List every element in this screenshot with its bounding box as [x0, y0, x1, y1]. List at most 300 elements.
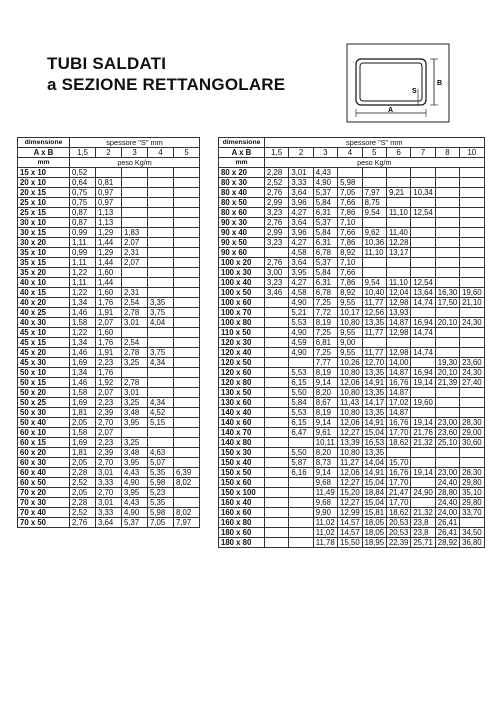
tube-outer-outline	[356, 59, 426, 105]
weight-cell	[122, 278, 148, 288]
weight-cell: 12,06	[338, 378, 362, 388]
weight-cell	[460, 178, 484, 188]
weight-cell	[411, 498, 435, 508]
table-row	[219, 538, 485, 548]
weight-cell	[411, 338, 435, 348]
weight-cell: 4,90	[122, 508, 148, 518]
weight-cell: 1,22	[70, 288, 96, 298]
thickness-value: 1,5	[265, 148, 289, 158]
weight-cell: 11,43	[338, 398, 362, 408]
weight-cell	[265, 478, 289, 488]
weight-cell: 1,22	[70, 328, 96, 338]
weight-cell	[265, 408, 289, 418]
weight-cell	[148, 368, 174, 378]
weight-cell: 19,14	[411, 378, 435, 388]
table-row	[18, 508, 200, 518]
dimension-cell: 45 x 15	[18, 338, 70, 348]
weight-cell: 16,76	[386, 468, 410, 478]
weight-cell: 36,80	[460, 538, 484, 548]
weight-cell: 23,00	[435, 418, 459, 428]
weight-cell	[265, 308, 289, 318]
rectangular-tube-diagram	[346, 43, 450, 123]
weight-cell	[435, 348, 459, 358]
weight-cell: 2,39	[96, 408, 122, 418]
weight-cell: 6,78	[313, 248, 337, 258]
weight-cell: 1,34	[70, 298, 96, 308]
table-row	[18, 248, 200, 258]
dimension-cell: 70 x 30	[18, 498, 70, 508]
weight-cell: 2,52	[265, 178, 289, 188]
weight-cell	[174, 278, 200, 288]
weight-cell	[265, 448, 289, 458]
weight-cell	[411, 408, 435, 418]
weight-cell: 17,70	[386, 428, 410, 438]
dimension-cell: 70 x 50	[18, 518, 70, 528]
weight-cell: 6,31	[313, 238, 337, 248]
thickness-value: 6	[386, 148, 410, 158]
weight-cell: 10,80	[338, 408, 362, 418]
weight-cell: 13,35	[362, 408, 386, 418]
weight-cell: 1,69	[70, 438, 96, 448]
dimension-cell: 150 x 30	[219, 448, 265, 458]
weight-cell: 11,40	[386, 228, 410, 238]
weight-cell: 10,17	[338, 308, 362, 318]
table-row	[219, 528, 485, 538]
table-row	[219, 418, 485, 428]
dimension-cell: 100 x 80	[219, 318, 265, 328]
thickness-value: 10	[460, 148, 484, 158]
table-row	[219, 318, 485, 328]
table-row	[219, 258, 485, 268]
weight-cell: 9,54	[362, 208, 386, 218]
weight-cell	[174, 208, 200, 218]
weight-cell	[435, 448, 459, 458]
table-row	[18, 228, 200, 238]
weight-cell	[265, 488, 289, 498]
weight-cell	[148, 178, 174, 188]
weight-cell	[148, 388, 174, 398]
table-row	[219, 288, 485, 298]
weight-cell	[460, 268, 484, 278]
weight-cell	[148, 378, 174, 388]
weight-cell	[435, 278, 459, 288]
dimension-cell: 70 x 20	[18, 488, 70, 498]
table-row	[18, 198, 200, 208]
weight-cell: 18,62	[386, 438, 410, 448]
weight-cell	[460, 258, 484, 268]
weight-cell: 7,97	[362, 188, 386, 198]
table-row	[18, 438, 200, 448]
weight-cell: 4,90	[289, 298, 313, 308]
table-row	[18, 268, 200, 278]
header-row	[219, 138, 485, 148]
weight-cell	[411, 218, 435, 228]
weight-cell: 10,36	[362, 238, 386, 248]
weight-cell: 18,95	[362, 538, 386, 548]
dimension-cell: 150 x 50	[219, 468, 265, 478]
weight-cell: 14,74	[411, 298, 435, 308]
weight-cell	[265, 458, 289, 468]
weight-cell: 5,50	[289, 388, 313, 398]
weight-cell: 2,70	[96, 458, 122, 468]
table-row	[219, 398, 485, 408]
weight-cell	[386, 178, 410, 188]
weight-cell: 22,39	[386, 538, 410, 548]
weight-cell: 3,64	[289, 188, 313, 198]
weight-cell: 7,25	[313, 348, 337, 358]
weight-cell: 1,58	[70, 428, 96, 438]
weight-cell	[435, 328, 459, 338]
dimension-cell: 80 x 40	[219, 188, 265, 198]
weight-cell: 9,61	[313, 428, 337, 438]
dimension-cell: 50 x 15	[18, 378, 70, 388]
weight-cell: 4,58	[289, 288, 313, 298]
weight-cell	[435, 308, 459, 318]
weight-cell: 11,77	[362, 328, 386, 338]
dimension-cell: 140 x 60	[219, 418, 265, 428]
weight-cell	[174, 228, 200, 238]
weight-cell: 7,66	[338, 268, 362, 278]
label-b: B	[437, 80, 443, 87]
weight-cell: 25,71	[411, 538, 435, 548]
tube-inner-outline	[360, 63, 422, 101]
weight-cell	[411, 178, 435, 188]
weight-cell	[265, 248, 289, 258]
weight-cell: 9,68	[313, 498, 337, 508]
weight-cell	[289, 508, 313, 518]
weight-cell	[122, 368, 148, 378]
header-row	[18, 138, 200, 148]
dimension-cell: 60 x 50	[18, 478, 70, 488]
weight-cell: 8,19	[313, 408, 337, 418]
weight-cell	[362, 258, 386, 268]
weight-cell: 23,60	[435, 428, 459, 438]
weight-cell: 12,98	[386, 348, 410, 358]
weight-cell: 20,10	[435, 318, 459, 328]
table-row	[219, 248, 485, 258]
thickness-value: 4	[148, 148, 174, 158]
dimension-cell: 40 x 15	[18, 288, 70, 298]
weight-cell: 21,76	[411, 428, 435, 438]
weight-cell	[362, 178, 386, 188]
table-row	[18, 398, 200, 408]
weight-cell: 5,37	[313, 258, 337, 268]
weight-cell: 5,53	[289, 318, 313, 328]
weight-cell: 24,40	[435, 478, 459, 488]
weight-cell: 12,06	[338, 468, 362, 478]
weight-cell: 19,14	[411, 418, 435, 428]
weight-cell: 1,44	[96, 258, 122, 268]
weight-cell: 14,91	[362, 418, 386, 428]
weight-cell	[122, 218, 148, 228]
table-row	[219, 238, 485, 248]
weight-cell: 5,98	[148, 478, 174, 488]
weight-cell	[435, 188, 459, 198]
weight-cell: 12,56	[362, 308, 386, 318]
weight-cell: 8,20	[313, 388, 337, 398]
weight-cell	[174, 218, 200, 228]
weight-cell: 12,06	[338, 418, 362, 428]
weight-cell	[174, 238, 200, 248]
page-title	[47, 53, 285, 95]
weight-cell: 15,04	[362, 478, 386, 488]
dimension-cell: 40 x 20	[18, 298, 70, 308]
weight-cell: 24,40	[435, 498, 459, 508]
weight-cell: 5,50	[289, 448, 313, 458]
weight-cell: 5,98	[148, 508, 174, 518]
weight-cell: 2,07	[96, 318, 122, 328]
weight-cell: 1,69	[70, 398, 96, 408]
dimension-cell: 140 x 70	[219, 428, 265, 438]
weight-cell: 11,77	[362, 348, 386, 358]
weight-cell: 1,46	[70, 348, 96, 358]
weight-cell: 8,19	[313, 318, 337, 328]
table-row	[18, 368, 200, 378]
weight-cell: 3,25	[122, 438, 148, 448]
weight-cell: 2,31	[122, 248, 148, 258]
weight-cell: 2,07	[122, 238, 148, 248]
weight-cell: 24,00	[435, 508, 459, 518]
dimension-cell: 130 x 50	[219, 388, 265, 398]
weight-cell: 0,97	[96, 198, 122, 208]
dimension-cell: 80 x 60	[219, 208, 265, 218]
table-row	[219, 358, 485, 368]
weight-cell: 12,54	[411, 208, 435, 218]
dimension-cell: 30 x 20	[18, 238, 70, 248]
table-row	[219, 328, 485, 338]
weight-cell: 13,17	[386, 248, 410, 258]
weight-cell	[289, 358, 313, 368]
weight-cell: 12,04	[386, 288, 410, 298]
weight-cell: 18,62	[386, 508, 410, 518]
weight-cell: 18,05	[362, 528, 386, 538]
weight-cell	[460, 518, 484, 528]
weight-cell: 17,02	[386, 398, 410, 408]
label-a: A	[388, 107, 394, 114]
weight-cell: 0,52	[70, 168, 96, 178]
weight-cell: 6,15	[289, 378, 313, 388]
weight-cell: 1,60	[96, 328, 122, 338]
weight-cell: 1,76	[96, 338, 122, 348]
weight-cell: 23,60	[460, 358, 484, 368]
dimension-cell: 35 x 20	[18, 268, 70, 278]
weight-cell: 6,31	[313, 208, 337, 218]
weight-table-right	[218, 137, 485, 548]
weight-cell: 19,60	[460, 288, 484, 298]
weight-cell: 4,63	[148, 448, 174, 458]
table-row	[18, 448, 200, 458]
dimension-cell: 140 x 80	[219, 438, 265, 448]
table-row	[219, 178, 485, 188]
weight-cell: 1,46	[70, 308, 96, 318]
thickness-value: 5	[362, 148, 386, 158]
weight-cell: 7,86	[338, 278, 362, 288]
table-row	[18, 328, 200, 338]
header-row	[219, 148, 485, 158]
dimension-cell: 90 x 60	[219, 248, 265, 258]
weight-cell: 3,01	[289, 168, 313, 178]
weight-cell	[386, 268, 410, 278]
weight-cell	[460, 328, 484, 338]
weight-cell: 14,00	[386, 358, 410, 368]
weight-cell: 8,92	[338, 248, 362, 258]
weight-cell	[289, 498, 313, 508]
weight-cell	[386, 448, 410, 458]
weight-cell	[122, 168, 148, 178]
weight-cell	[174, 168, 200, 178]
weight-cell: 8,20	[313, 448, 337, 458]
weight-cell: 19,14	[411, 468, 435, 478]
weight-cell	[174, 288, 200, 298]
weight-cell	[435, 178, 459, 188]
weight-cell: 15,81	[362, 508, 386, 518]
dimension-cell: 20 x 15	[18, 188, 70, 198]
table-row	[219, 408, 485, 418]
table-row	[18, 388, 200, 398]
dimension-header: dimensione	[219, 138, 265, 148]
weight-table-left	[17, 137, 200, 528]
weight-cell: 5,23	[148, 488, 174, 498]
weight-cell: 5,35	[148, 498, 174, 508]
weight-cell	[411, 478, 435, 488]
weight-cell: 0,99	[70, 228, 96, 238]
weight-cell: 3,23	[265, 208, 289, 218]
weight-cell	[174, 448, 200, 458]
weight-cell	[265, 358, 289, 368]
weight-cell: 2,78	[122, 308, 148, 318]
weight-cell	[362, 168, 386, 178]
table-row	[219, 208, 485, 218]
thickness-header: spessore "S" mm	[70, 138, 200, 148]
weight-cell: 0,87	[70, 218, 96, 228]
weight-cell	[148, 218, 174, 228]
weight-cell	[289, 438, 313, 448]
weight-cell: 23,8	[411, 528, 435, 538]
weight-cell: 1,29	[96, 248, 122, 258]
dimension-cell: 90 x 40	[219, 228, 265, 238]
weight-cell: 1,91	[96, 308, 122, 318]
weight-cell: 6,81	[313, 338, 337, 348]
weight-cell: 7,86	[338, 208, 362, 218]
weight-cell: 2,99	[265, 228, 289, 238]
weight-cell	[122, 188, 148, 198]
weight-cell: 1,11	[70, 238, 96, 248]
weight-cell: 23,8	[411, 518, 435, 528]
weight-cell: 5,98	[338, 178, 362, 188]
weight-cell: 15,20	[338, 488, 362, 498]
weight-cell: 0,64	[70, 178, 96, 188]
weight-unit-header: peso Kg/m	[70, 158, 200, 168]
weight-cell: 13,64	[411, 288, 435, 298]
weight-cell: 24,30	[460, 318, 484, 328]
weight-cell: 16,94	[411, 318, 435, 328]
weight-cell: 5,84	[313, 268, 337, 278]
weight-cell: 10,40	[362, 288, 386, 298]
weight-cell	[265, 318, 289, 328]
weight-cell: 3,96	[289, 228, 313, 238]
thickness-value: 3	[122, 148, 148, 158]
weight-cell	[460, 198, 484, 208]
weight-cell	[265, 348, 289, 358]
dimension-cell: 45 x 30	[18, 358, 70, 368]
weight-cell: 14,74	[411, 328, 435, 338]
table-row	[18, 498, 200, 508]
weight-cell	[362, 268, 386, 278]
weight-cell	[265, 498, 289, 508]
weight-cell: 2,07	[96, 388, 122, 398]
weight-cell: 3,33	[289, 178, 313, 188]
table-row	[219, 278, 485, 288]
table-row	[219, 498, 485, 508]
weight-cell: 16,76	[386, 378, 410, 388]
weight-cell: 20,53	[386, 518, 410, 528]
weight-cell	[174, 388, 200, 398]
dimension-cell: 100 x 40	[219, 278, 265, 288]
weight-cell	[435, 458, 459, 468]
weight-cell: 13,39	[338, 438, 362, 448]
weight-cell: 2,52	[70, 508, 96, 518]
weight-cell: 13,35	[362, 368, 386, 378]
dimension-cell: 60 x 15	[18, 438, 70, 448]
weight-cell	[460, 448, 484, 458]
weight-cell: 16,30	[435, 288, 459, 298]
weight-cell	[96, 168, 122, 178]
weight-cell: 0,75	[70, 198, 96, 208]
dimension-cell: 120 x 60	[219, 368, 265, 378]
weight-cell	[460, 248, 484, 258]
weight-cell: 19,30	[435, 358, 459, 368]
header-row	[18, 148, 200, 158]
weight-cell	[174, 438, 200, 448]
weight-cell: 20,53	[386, 528, 410, 538]
weight-cell: 28,30	[460, 418, 484, 428]
weight-cell: 1,11	[70, 278, 96, 288]
weight-cell: 1,44	[96, 238, 122, 248]
weight-cell	[174, 308, 200, 318]
weight-cell	[122, 208, 148, 218]
weight-cell: 2,76	[265, 218, 289, 228]
weight-cell	[174, 198, 200, 208]
weight-cell: 12,27	[338, 498, 362, 508]
weight-cell: 5,84	[289, 398, 313, 408]
dimension-cell: 25 x 15	[18, 208, 70, 218]
table-row	[18, 348, 200, 358]
weight-cell: 2,28	[70, 468, 96, 478]
dimension-cell: 50 x 10	[18, 368, 70, 378]
dimension-cell: 120 x 80	[219, 378, 265, 388]
weight-cell: 34,50	[460, 528, 484, 538]
weight-cell	[435, 208, 459, 218]
weight-cell	[435, 338, 459, 348]
weight-cell: 7,77	[313, 358, 337, 368]
weight-cell: 6,15	[289, 418, 313, 428]
weight-cell: 27,40	[460, 378, 484, 388]
table-row	[18, 278, 200, 288]
weight-cell: 9,90	[313, 508, 337, 518]
weight-cell: 1,58	[70, 388, 96, 398]
thickness-value: 1,5	[70, 148, 96, 158]
weight-cell: 2,78	[122, 378, 148, 388]
weight-cell: 1,81	[70, 408, 96, 418]
weight-cell: 1,34	[70, 368, 96, 378]
weight-cell: 0,87	[70, 208, 96, 218]
dimension-cell: 50 x 30	[18, 408, 70, 418]
thickness-header: spessore "S" mm	[265, 138, 485, 148]
dimension-unit-header: mm	[219, 158, 265, 168]
weight-cell	[435, 268, 459, 278]
weight-cell: 3,64	[289, 258, 313, 268]
weight-cell: 3,23	[265, 278, 289, 288]
